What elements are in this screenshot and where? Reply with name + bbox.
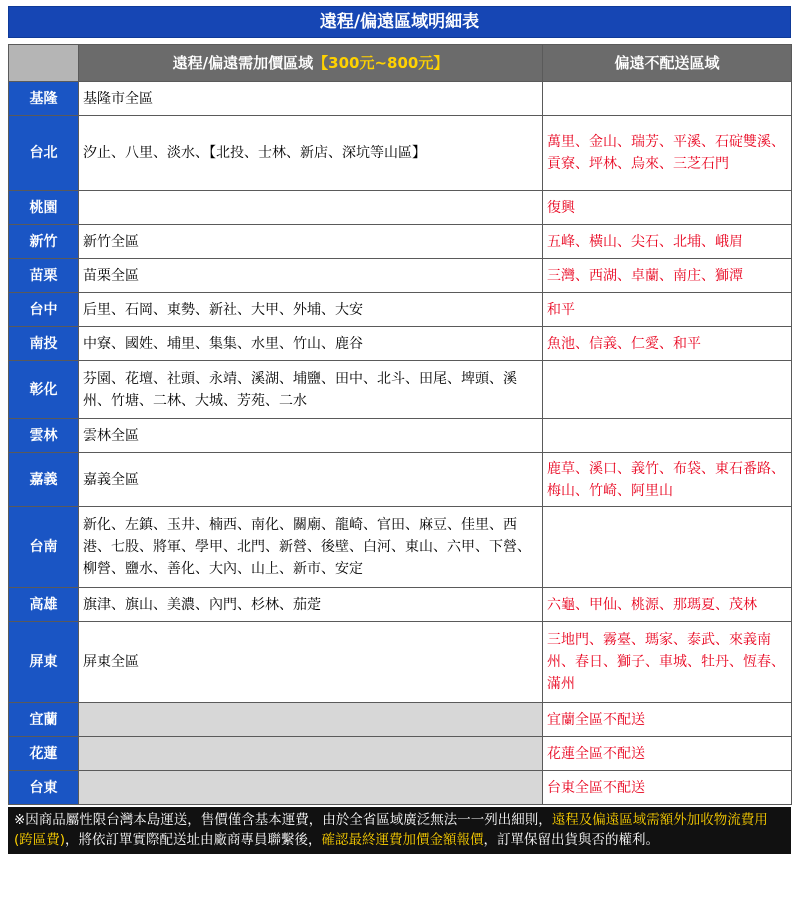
no-delivery-areas: 和平	[543, 293, 792, 327]
no-delivery-areas	[543, 82, 792, 116]
note-part4: 確認最終運費加價金額報價	[321, 832, 484, 848]
table-row	[9, 453, 792, 507]
note-part1: ※因商品屬性限台灣本島運送，售價僅含基本運費，由於全省區域廣泛無法一一列出細則，	[14, 812, 552, 828]
region-name: 苗栗	[9, 259, 79, 293]
no-delivery-areas: 萬里、金山、瑞芳、平溪、石碇雙溪、貢寮、坪林、烏來、三芝石門	[543, 116, 792, 191]
header-region	[9, 45, 79, 82]
region-name: 台北	[9, 116, 79, 191]
page-title: 遠程/偏遠區域明細表	[8, 6, 791, 38]
region-name: 屏東	[9, 622, 79, 703]
no-delivery-areas: 三地門、霧臺、瑪家、泰武、來義南州、春日、獅子、車城、牡丹、恆春、滿州	[543, 622, 792, 703]
table-row	[9, 507, 792, 588]
header-surcharge-price: 【300元~800元】	[313, 54, 449, 72]
region-name: 高雄	[9, 588, 79, 622]
no-delivery-areas	[543, 361, 792, 419]
note-part5: ，訂單保留出貨與否的權利。	[483, 832, 660, 848]
surcharge-areas: 中寮、國姓、埔里、集集、水里、竹山、鹿谷	[79, 327, 543, 361]
region-name: 嘉義	[9, 453, 79, 507]
region-name: 桃園	[9, 191, 79, 225]
region-name: 彰化	[9, 361, 79, 419]
table-row	[9, 361, 792, 419]
no-delivery-areas: 花蓮全區不配送	[543, 737, 792, 771]
region-name: 基隆	[9, 82, 79, 116]
no-delivery-areas: 台東全區不配送	[543, 771, 792, 805]
surcharge-areas: 雲林全區	[79, 419, 543, 453]
table-row	[9, 771, 792, 805]
surcharge-areas: 嘉義全區	[79, 453, 543, 507]
table-row	[9, 703, 792, 737]
page-container	[8, 6, 791, 854]
shipping-note	[8, 807, 791, 854]
header-surcharge	[79, 45, 543, 82]
table-row	[9, 82, 792, 116]
note-part3: ，將依訂單實際配送址由廠商專員聯繫後，	[65, 832, 322, 848]
no-delivery-areas: 三灣、西湖、卓蘭、南庄、獅潭	[543, 259, 792, 293]
no-delivery-areas: 宜蘭全區不配送	[543, 703, 792, 737]
no-delivery-areas: 魚池、信義、仁愛、和平	[543, 327, 792, 361]
table-row	[9, 588, 792, 622]
region-name: 台南	[9, 507, 79, 588]
surcharge-areas: 后里、石岡、東勢、新社、大甲、外埔、大安	[79, 293, 543, 327]
table-row	[9, 259, 792, 293]
table-row	[9, 293, 792, 327]
region-name: 花蓮	[9, 737, 79, 771]
region-name: 新竹	[9, 225, 79, 259]
table-row	[9, 622, 792, 703]
table-header-row	[9, 45, 792, 82]
no-delivery-areas: 六龜、甲仙、桃源、那瑪夏、茂林	[543, 588, 792, 622]
surcharge-areas	[79, 737, 543, 771]
no-delivery-areas: 鹿草、溪口、義竹、布袋、東石番路、梅山、竹崎、阿里山	[543, 453, 792, 507]
table-row	[9, 327, 792, 361]
table-row	[9, 419, 792, 453]
surcharge-areas	[79, 703, 543, 737]
surcharge-areas	[79, 191, 543, 225]
region-table	[8, 44, 792, 805]
region-name: 台中	[9, 293, 79, 327]
no-delivery-areas	[543, 507, 792, 588]
surcharge-areas: 屏東全區	[79, 622, 543, 703]
no-delivery-areas: 五峰、橫山、尖石、北埔、峨眉	[543, 225, 792, 259]
surcharge-areas: 旗津、旗山、美濃、內門、杉林、茄萣	[79, 588, 543, 622]
table-row	[9, 116, 792, 191]
surcharge-areas: 芬園、花壇、社頭、永靖、溪湖、埔鹽、田中、北斗、田尾、埤頭、溪州、竹塘、二林、大城、芳苑、二水	[79, 361, 543, 419]
region-name: 南投	[9, 327, 79, 361]
region-name: 台東	[9, 771, 79, 805]
surcharge-areas: 新竹全區	[79, 225, 543, 259]
surcharge-areas	[79, 771, 543, 805]
surcharge-areas: 苗栗全區	[79, 259, 543, 293]
header-surcharge-label: 遠程/偏遠需加價區域	[172, 54, 314, 72]
region-name: 雲林	[9, 419, 79, 453]
header-nodelivery: 偏遠不配送區域	[543, 45, 792, 82]
region-name: 宜蘭	[9, 703, 79, 737]
table-row	[9, 191, 792, 225]
table-row	[9, 737, 792, 771]
table-row	[9, 225, 792, 259]
surcharge-areas: 汐止、八里、淡水、【北投、士林、新店、深坑等山區】	[79, 116, 543, 191]
no-delivery-areas: 復興	[543, 191, 792, 225]
surcharge-areas: 基隆市全區	[79, 82, 543, 116]
note-part2: 遠程及偏遠區域需額外加收物流費用(跨區費)	[14, 812, 768, 848]
surcharge-areas: 新化、左鎮、玉井、楠西、南化、關廟、龍崎、官田、麻豆、佳里、西港、七股、將軍、學甲、北門、新營、後壁、白河、東山、六甲、下營、柳營、鹽水、善化、大內、山上、新市、安定	[79, 507, 543, 588]
table-body	[9, 82, 792, 805]
no-delivery-areas	[543, 419, 792, 453]
